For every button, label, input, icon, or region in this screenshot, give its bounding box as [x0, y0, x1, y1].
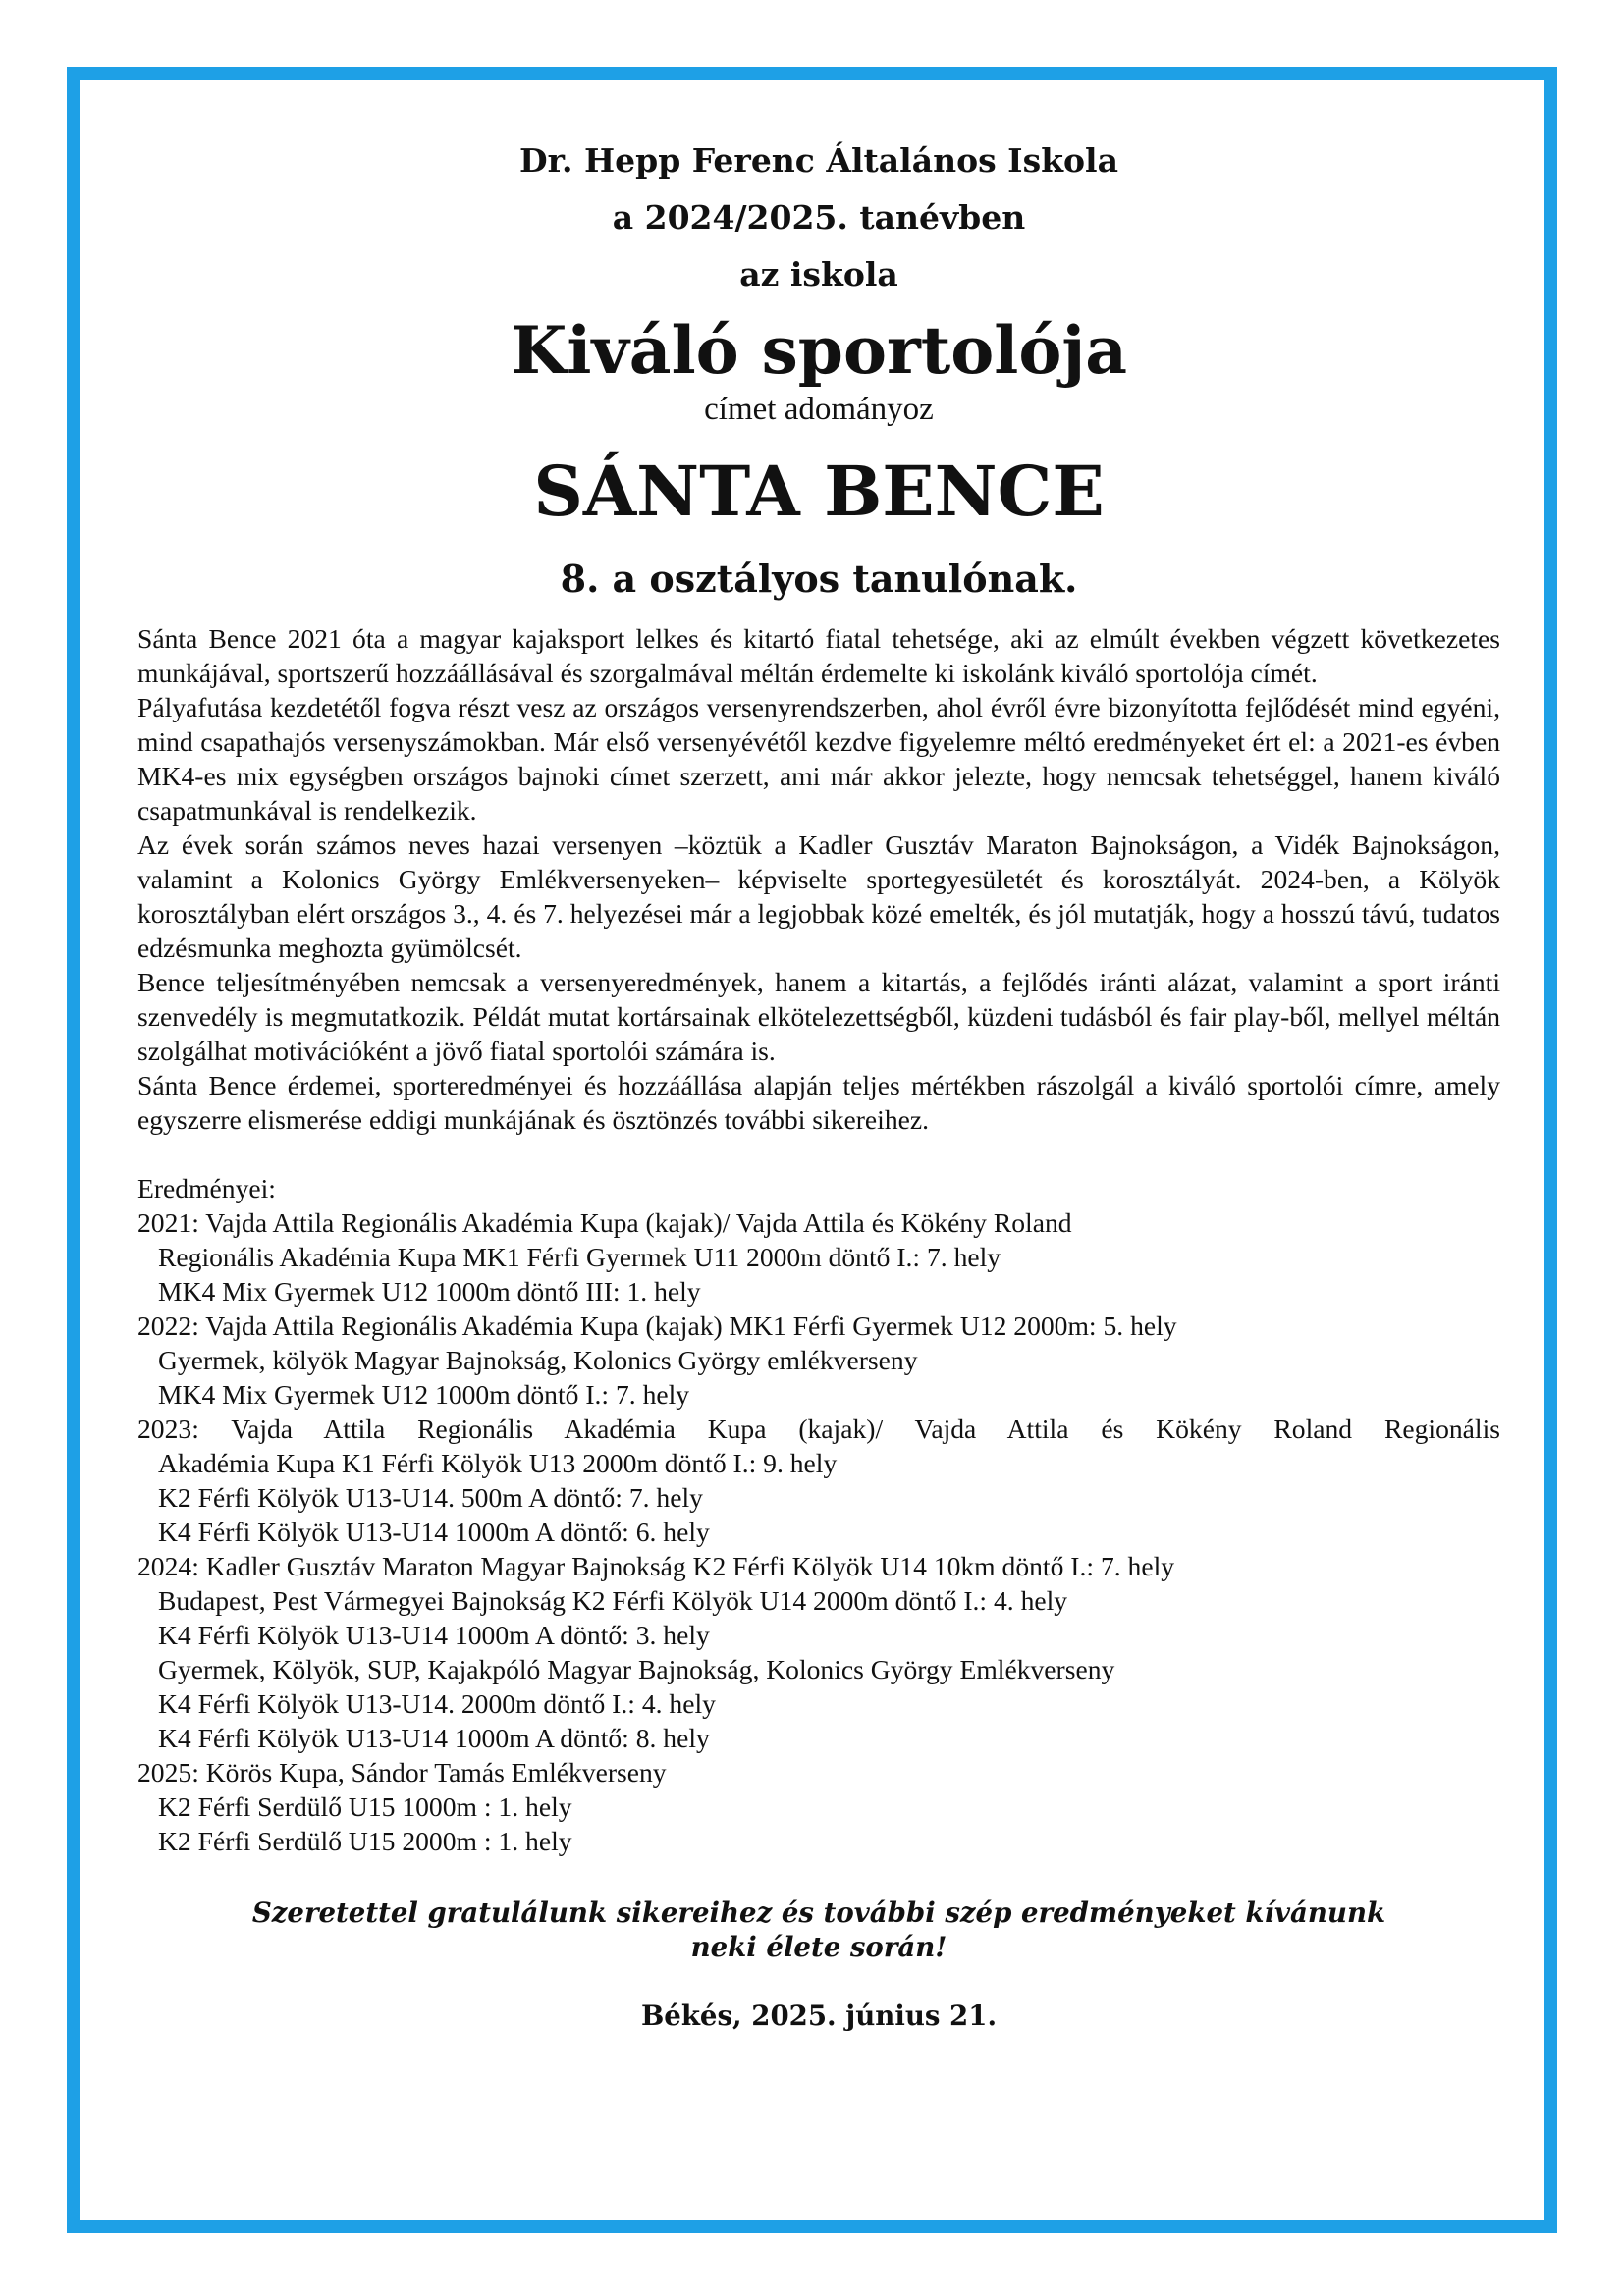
- results-year-line: 2022: Vajda Attila Regionális Akadémia Kupa (kajak) MK1 Férfi Gyermek U12 2000m: 5. hely: [137, 1310, 1177, 1341]
- results-sub-line: MK4 Mix Gyermek U12 1000m döntő I.: 7. hely: [158, 1379, 690, 1410]
- citation-paragraph: Pályafutása kezdetétől fogva részt vesz az országos versenyrendszerben, ahol évről évre bizonyította fejlődését mind egyéni, mind csapathajós versenyszámokban. Már első versenyévétől kezdve figyelemre méltó eredményeket ért el: a 2021-es évben MK4-es mix egységben országos bajnoki címet szerzett, ami már akkor jelezte, hogy nemcsak tehetséggel, hanem kiváló csapatmunkával is rendelkezik.: [137, 692, 1500, 826]
- results-entry: [137, 1205, 1500, 1308]
- results-entry: [137, 1412, 1500, 1549]
- results-sub-line: K2 Férfi Serdülő U15 2000m : 1. hely: [158, 1826, 572, 1856]
- results-year-line: 2021: Vajda Attila Regionális Akadémia Kupa (kajak)/ Vajda Attila és Kökény Roland: [137, 1207, 1072, 1238]
- citation-paragraph: Az évek során számos neves hazai versenyen –köztük a Kadler Gusztáv Maraton Bajnokságon, a Vidék Bajnokságon, valamint a Kolonics György Emlékversenyeken– képviselte sportegyesületét és korosztályát. 2024-ben, a Kölyök korosztályban elért országos 3., 4. és 7. helyezései már a legjobbak közé emelték, és jól mutatják, hogy a hosszú távú, tudatos edzésmunka meghozta gyümölcsét.: [137, 829, 1500, 963]
- certificate: [137, 133, 1500, 2033]
- school-name: Dr. Hepp Ferenc Általános Iskola: [519, 141, 1118, 180]
- citation-paragraph: Sánta Bence 2021 óta a magyar kajaksport lelkes és kitartó fiatal tehetsége, aki az elmúlt években végzett következetes munkájával, sportszerű hozzáállásával és szorgalmával méltán érdemelte ki iskolánk kiváló sportolója címét.: [137, 623, 1500, 688]
- results-year-line: 2025: Körös Kupa, Sándor Tamás Emlékverseny: [137, 1757, 667, 1788]
- results-sub-line: Gyermek, Kölyök, SUP, Kajakpóló Magyar Bajnokság, Kolonics György Emlékverseny: [158, 1654, 1115, 1684]
- citation-text: [137, 621, 1500, 1137]
- results-sub-line: K2 Férfi Kölyök U13-U14. 500m A döntő: 7. hely: [158, 1482, 703, 1513]
- congratulation-line: neki élete során!: [690, 1931, 947, 1963]
- results-year-line: 2024: Kadler Gusztáv Maraton Magyar Bajnokság K2 Férfi Kölyök U14 10km döntő I.: 7. hely: [137, 1551, 1175, 1581]
- congratulation-note: [137, 1896, 1500, 1964]
- school-year: a 2024/2025. tanévben: [612, 198, 1026, 237]
- award-grant-line: címet adományoz: [704, 392, 934, 427]
- results-entry: [137, 1755, 1500, 1858]
- citation-paragraph: Sánta Bence érdemei, sporteredményei és hozzáállása alapján teljes mértékben rászolgál a kiváló sportolói címre, amely egyszerre elismerése eddigi munkájának és ösztönzés további sikereihez.: [137, 1070, 1500, 1135]
- results-label: Eredményei:: [137, 1173, 276, 1203]
- certificate-header: [137, 133, 1500, 604]
- results-entry: [137, 1549, 1500, 1755]
- congratulation-line: Szeretettel gratulálunk sikereihez és további szép eredményeket kívánunk: [251, 1896, 1386, 1929]
- citation-paragraph: Bence teljesítményében nemcsak a versenyeredmények, hanem a kitartás, a fejlődés iránti alázat, valamint a sport iránti szenvedély is megmutatkozik. Példát mutat kortársainak elkötelezettségből, küzdeni tudásból és fair play-ből, mellyel méltán szolgálhat motivációként a jövő fiatal sportolói számára is.: [137, 967, 1500, 1066]
- recipient-name: SÁNTA BENCE: [533, 451, 1105, 532]
- results-sub-line: Gyermek, kölyök Magyar Bajnokság, Kolonics György emlékverseny: [158, 1345, 918, 1375]
- recipient-class: 8. a osztályos tanulónak.: [560, 557, 1078, 601]
- results-sub-line: K4 Férfi Kölyök U13-U14. 2000m döntő I.: 4. hely: [158, 1688, 716, 1719]
- results-sub-line: K2 Férfi Serdülő U15 1000m : 1. hely: [158, 1791, 572, 1822]
- results-entry: [137, 1308, 1500, 1412]
- results-sub-line: K4 Férfi Kölyök U13-U14 1000m A döntő: 6. hely: [158, 1517, 710, 1547]
- results-sub-line: Regionális Akadémia Kupa MK1 Férfi Gyermek U11 2000m döntő I.: 7. hely: [158, 1242, 1001, 1272]
- results-sub-line: K4 Férfi Kölyök U13-U14 1000m A döntő: 3. hely: [158, 1620, 710, 1650]
- award-title: Kiváló sportolója: [511, 312, 1127, 389]
- issuer-line: az iskola: [739, 255, 898, 294]
- results-sub-line: K4 Férfi Kölyök U13-U14 1000m A döntő: 8. hely: [158, 1723, 710, 1753]
- results-sub-line: MK4 Mix Gyermek U12 1000m döntő III: 1. hely: [158, 1276, 701, 1307]
- results-year-line: 2023: Vajda Attila Regionális Akadémia Kupa (kajak)/ Vajda Attila és Kökény Roland Regionális: [137, 1414, 1500, 1444]
- results-list: [137, 1171, 1500, 1858]
- place-and-date: Békés, 2025. június 21.: [640, 2000, 998, 2032]
- results-sub-line: Budapest, Pest Vármegyei Bajnokság K2 Férfi Kölyök U14 2000m döntő I.: 4. hely: [158, 1585, 1068, 1616]
- results-sub-line: Akadémia Kupa K1 Férfi Kölyök U13 2000m döntő I.: 9. hely: [158, 1448, 838, 1478]
